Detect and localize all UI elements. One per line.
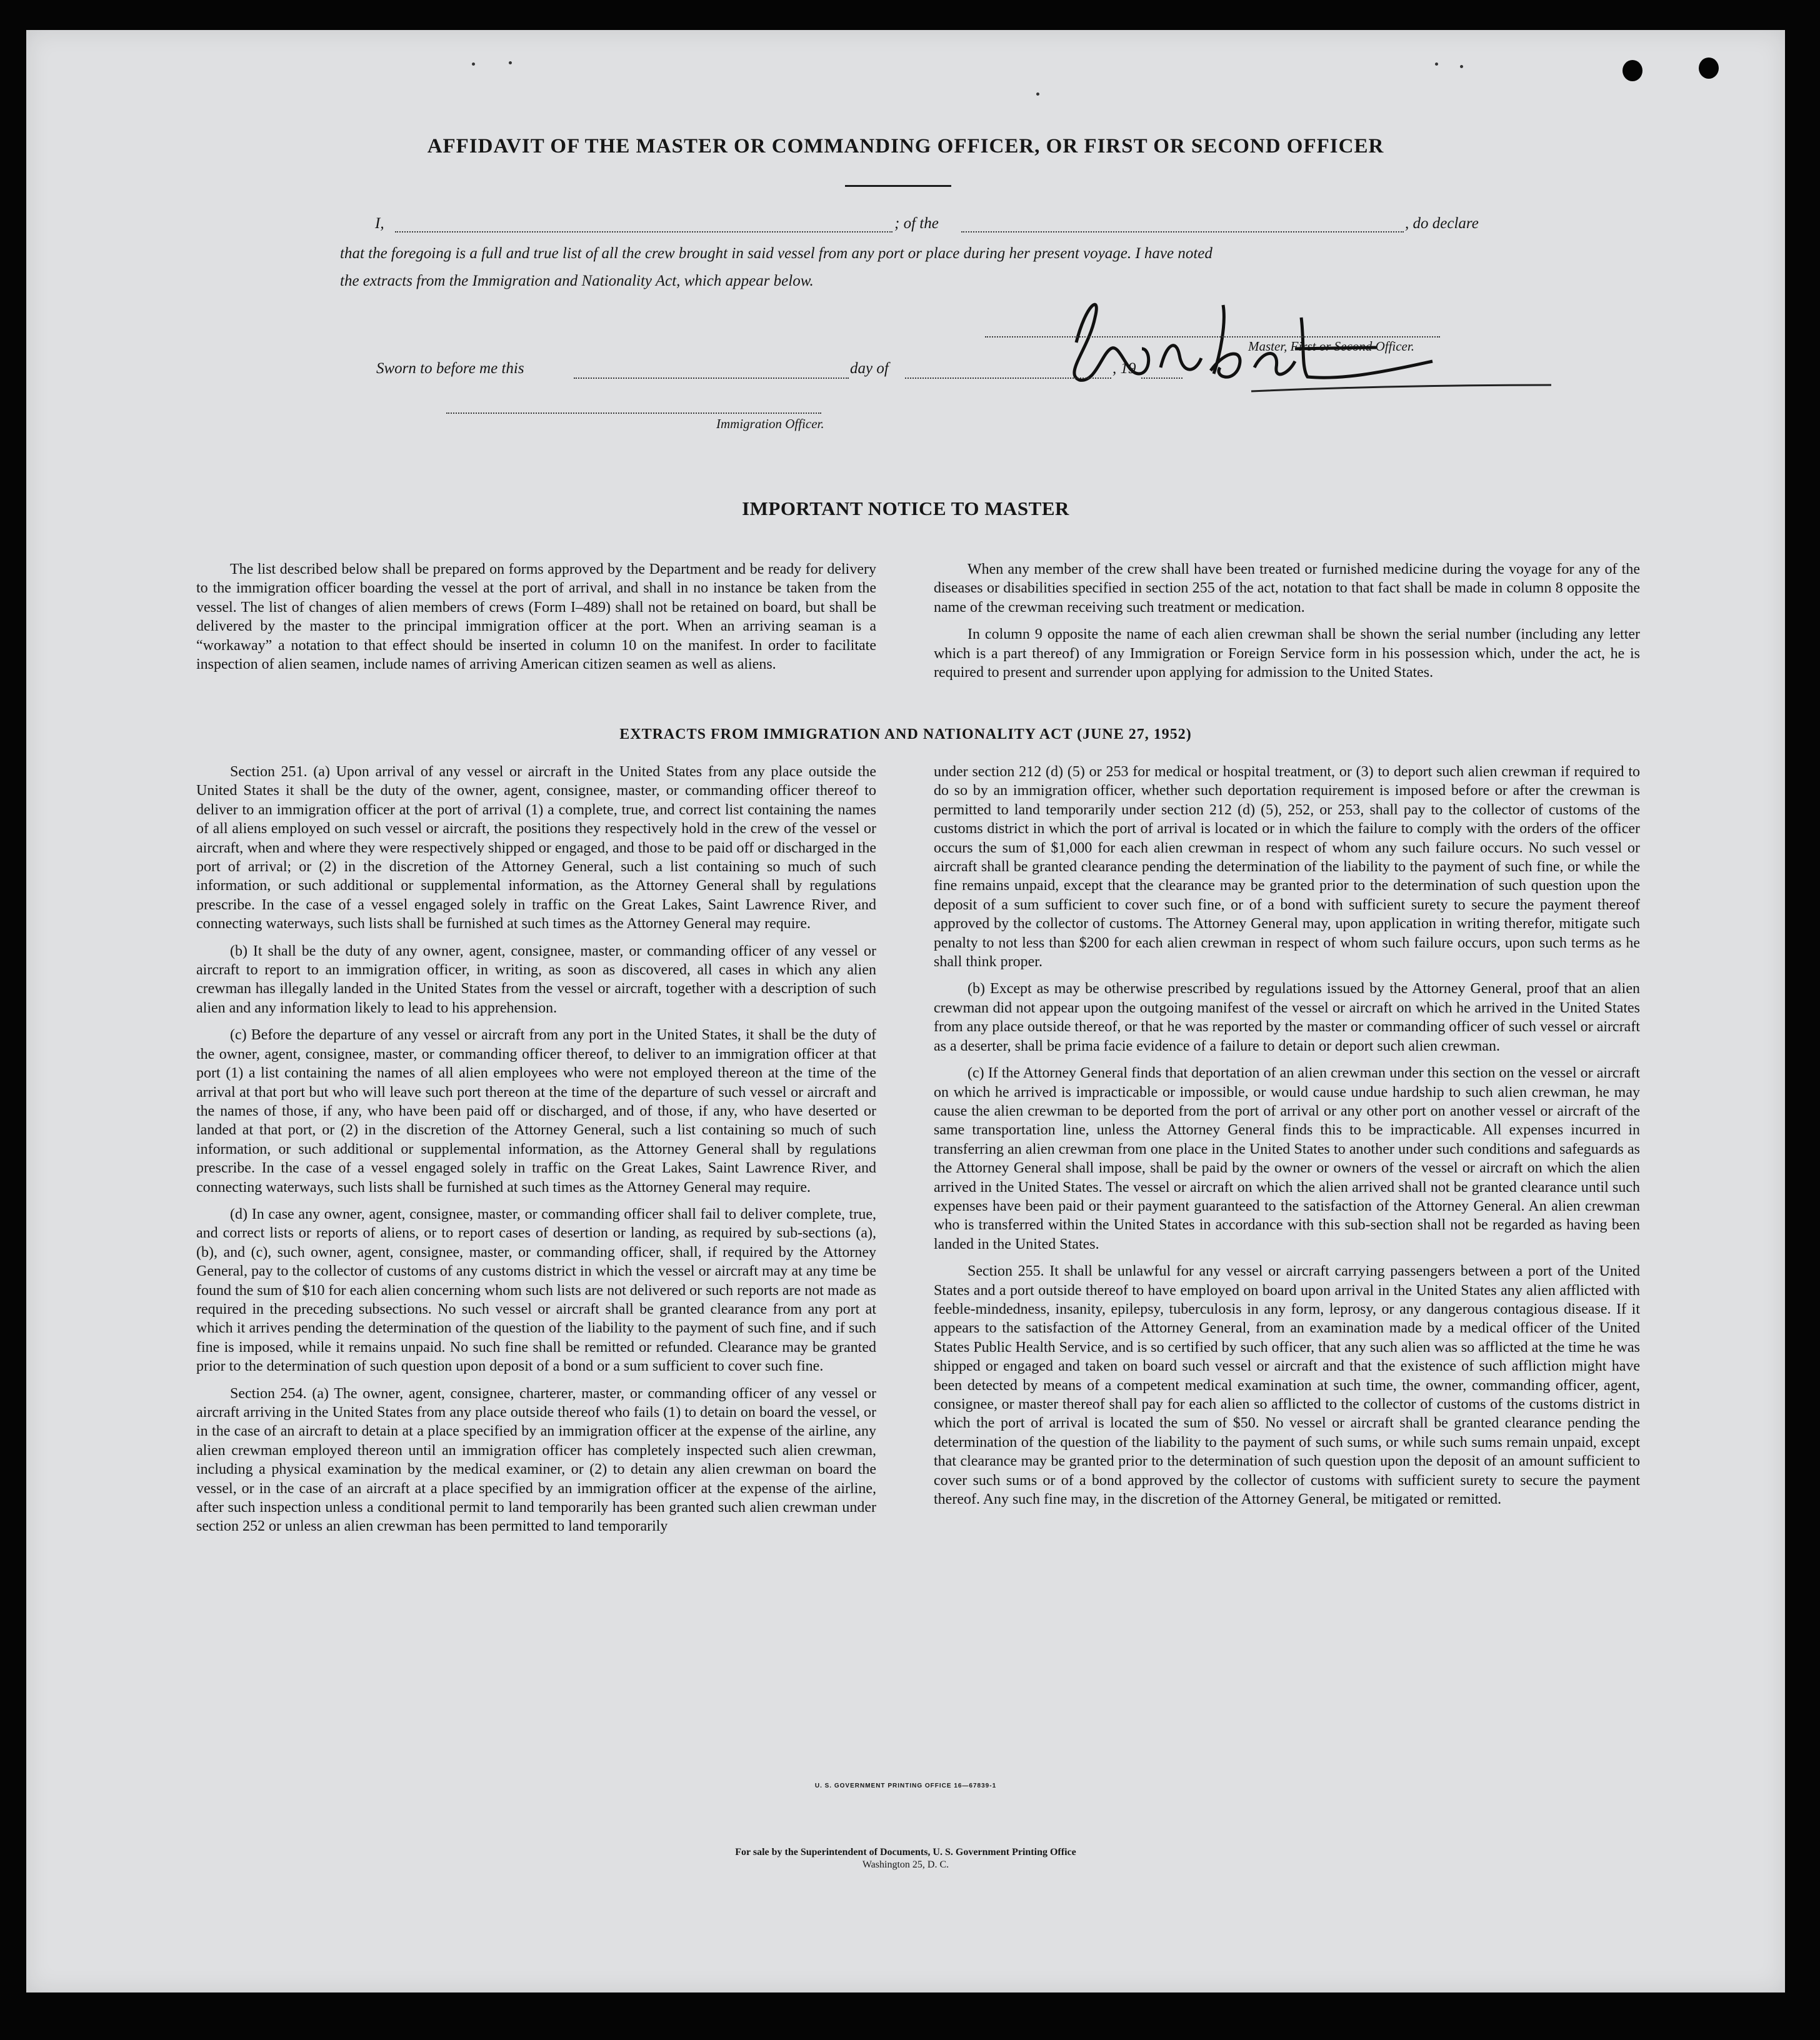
punch-hole-left <box>1622 60 1642 81</box>
affidavit-title: AFFIDAVIT OF THE MASTER OR COMMANDING OFFICER, OR FIRST OR SECOND OFFICER <box>427 135 1384 158</box>
section-251-b: (b) It shall be the duty of any owner, agent, consignee, master, or commanding officer of any vessel or aircraft to report to an immigration officer, in writing, as soon as discovered, all cases in which any alien crewman has illegally landed in the United States from the vessel or aircraft, together with a description of such alien and any information likely to lead to his apprehension. <box>196 942 876 1016</box>
notice-left-paragraph: The list described below shall be prepared on forms approved by the Department and be ready for delivery to the immigration officer boarding the vessel at the port of arrival, and shall in no instance be taken from the vessel. The list of changes of alien members of crews (Form I–489) shall not be retained on board, but shall be delivered by the master to the principal immigration officer at the port. When an arriving seaman is a “workaway” a notation to that effect should be inserted in column 10 on the manifest. In order to facilitate inspection of alien seamen, include names of arriving American citizen seamen as well as aliens. <box>196 561 876 673</box>
notice-right-column <box>934 560 1640 682</box>
notice-right-paragraph-2: In column 9 opposite the name of each alien crewman shall be shown the serial number (including any letter which is a part thereof) of any Immigration or Foreign Service form in his possession which, under the act, he is required to present and surrender upon applying for admission to the United States. <box>934 626 1640 681</box>
punch-hole-right <box>1699 58 1719 79</box>
year-blank <box>1141 378 1182 379</box>
speck <box>509 61 512 64</box>
sale-line-1: For sale by the Superintendent of Documents, U. S. Government Printing Office <box>735 1847 1076 1858</box>
signature-role-label: Master, First or Second Officer. <box>1248 339 1414 354</box>
affidavit-line-3: the extracts from the Immigration and Nationality Act, which appear below. <box>340 272 814 289</box>
day-of-label: day of <box>850 360 889 377</box>
extracts-right-column <box>934 762 1640 1509</box>
of-the-label: ; of the <box>894 215 939 232</box>
speck <box>472 62 475 66</box>
speck <box>1460 65 1463 68</box>
sale-notice <box>26 1846 1785 1871</box>
title-rule <box>845 185 951 187</box>
section-251-d: (d) In case any owner, agent, consignee, master, or commanding officer shall fail to deliver complete, true, and correct lists or reports of aliens, or to report cases of desertion or landing, as required by sub-sections (a), (b), and (c), such owner, agent, consignee, master, or commanding officer, shall, if required by the Attorney General, pay to the collector of customs of any customs district in which the vessel or aircraft may at any time be found the sum of $10 for each alien concerning whom such lists are not delivered or such reports are not made as required in the preceding subsections. No such vessel or aircraft shall be granted clearance from any port at which it arrives pending the determination of the question of the liability to the payment of such fine, and if such fine is imposed, while it remains unpaid. No such fine shall be remitted or refunded. Clearance may be granted prior to the determination of such question upon deposit of a bond or a sum sufficient to cover such fine. <box>196 1206 876 1375</box>
notice-right-paragraph-1: When any member of the crew shall have been treated or furnished medicine during the voyage for any of the diseases or disabilities specified in section 255 of the act, notation to that fact shall be made in column 8 opposite the name of the crewman receiving such treatment or medication. <box>934 561 1640 616</box>
do-declare-label: , do declare <box>1405 215 1479 232</box>
sworn-day-blank <box>574 378 849 379</box>
vessel-blank-line <box>961 231 1404 232</box>
signature-line <box>985 336 1440 338</box>
name-blank-line <box>395 231 892 232</box>
section-254-b: (b) Except as may be otherwise prescribed by regulations issued by the Attorney General, proof that an alien crewman did not appear upon the outgoing manifest of the vessel or aircraft on which he arrived in the United States from any place outside thereof, or that he was reported by the master or commanding officer of such vessel or aircraft as a deserter, shall be prima facie evidence of a failure to detain or deport such alien crewman. <box>934 981 1640 1054</box>
immigration-officer-label: Immigration Officer. <box>716 416 824 431</box>
i-label: I, <box>375 215 384 232</box>
speck <box>1435 62 1438 66</box>
year-label: , 19 <box>1112 360 1136 377</box>
section-251-c: (c) Before the departure of any vessel or aircraft from any port in the United States, it shall be the duty of the owner, agent, consignee, master, or commanding officer thereof, to deliver to an immigration officer at that port (1) a list containing the names of all alien employees who were not employed thereon at the time of the arrival at that port but who will leave such port thereon at the time of the departure of such vessel or aircraft and the names of those, if any, who have been paid off or discharged, and of those, if any, who have deserted or landed at that port, or (2) in the discretion of the Attorney General, such a list containing so much of such information, or such additional or supplemental information, as the Attorney General shall by regulations prescribe. In the case of a vessel engaged solely in traffic on the Great Lakes, Saint Lawrence River, and connecting waterways, such lists shall be furnished at such times as the Attorney General may require. <box>196 1027 876 1196</box>
extracts-title: EXTRACTS FROM IMMIGRATION AND NATIONALITY ACT (JUNE 27, 1952) <box>619 726 1192 742</box>
section-254-c: (c) If the Attorney General finds that deportation of an alien crewman under this section on the vessel or aircraft on which he arrived is impracticable or impossible, or would cause undue hardship to such alien crewman, he may cause the alien crewman to be deported from the port of arrival or any other port on another vessel or aircraft of the same transportation line, unless the Attorney General finds this to be impracticable. All expenses incurred in transferring an alien crewman from one place in the United States to another under such conditions and safeguards as the Attorney General shall impose, shall be paid by the owner or owners of the vessel or aircraft on which the alien arrived in the United States. The vessel or aircraft on which the alien arrived shall not be granted clearance until such expenses have been paid or their payment guaranteed to the satisfaction of the Attorney General. An alien crewman who is transferred within the United States in accordance with this sub-section shall not be regarded as having been landed in the United States. <box>934 1065 1640 1252</box>
notice-left-column <box>196 560 876 674</box>
sworn-label: Sworn to before me this <box>376 360 524 377</box>
sale-line-2: Washington 25, D. C. <box>862 1859 949 1870</box>
extracts-left-column <box>196 762 876 1536</box>
section-255: Section 255. It shall be unlawful for any vessel or aircraft carrying passengers between a port of the United States and a port outside thereof to have employed on board upon arrival in the United States any alien afflicted with feeble-mindedness, insanity, epilepsy, tuberculosis in any form, leprosy, or any dangerous contagious disease. If it appears to the satisfaction of the Attorney General, from an examination made by a medical officer of the United States Public Health Service, and is so certified by such officer, that any such alien was so afflicted at the time he was shipped or engaged and taken on board such vessel or aircraft and that the existence of such affliction might have been detected by means of a competent medical examination at such time, the owner, commanding officer, agent, consignee, or master thereof shall pay for each alien so afflicted to the collector of customs of the customs district in which the port of arrival is located the sum of $50. No vessel or aircraft shall be granted clearance pending the determination of the question of the liability to the payment of such sums, or while such sums remain unpaid, except that clearance may be granted prior to the determination of such question upon the deposit of an amount sufficient to cover such sums or of a bond approved by the collector of customs with sufficient surety to secure the payment thereof. Any such fine may, in the discretion of the Attorney General, be mitigated or remitted. <box>934 1263 1640 1508</box>
section-254-a: Section 254. (a) The owner, agent, consignee, charterer, master, or commanding officer of any vessel or aircraft arriving in the United States from any place outside thereof who fails (1) to detain on board the vessel, or in the case of an aircraft to detain at a place specified by an immigration officer at the expense of the airline, any alien crewman employed thereon until an immigration officer has completely inspected such alien crewman, including a physical examination by the medical examiner, or (2) to detain any alien crewman on board the vessel, or in the case of an aircraft at a place specified by an immigration officer at the expense of the airline, after such inspection unless a conditional permit to land temporarily has been granted such alien crewman under section 252 or unless an alien crewman has been permitted to land temporarily <box>196 1385 876 1535</box>
document-page <box>26 30 1785 1992</box>
speck <box>1036 92 1039 96</box>
affidavit-line-2: that the foregoing is a full and true list of all the crew brought in said vessel from any port or place during her present voyage. I have noted <box>340 245 1212 262</box>
immigration-officer-line <box>446 412 821 414</box>
section-251-a: Section 251. (a) Upon arrival of any vessel or aircraft in the United States from any place outside the United States it shall be the duty of the owner, agent, consignee, master, or commanding officer thereof to deliver to an immigration officer at the port of arrival (1) a complete, true, and correct list containing the names of all aliens employed on such vessel or aircraft, the positions they respectively hold in the crew of the vessel or aircraft, when and where they were respectively shipped or engaged, and those to be paid off or discharged in the port of arrival; or (2) in the discretion of the Attorney General, such a list containing so much of such information, or such additional or supplemental information, as the Attorney General shall by regulations prescribe. In the case of a vessel engaged solely in traffic on the Great Lakes, Saint Lawrence River, and connecting waterways, such lists shall be furnished at such times as the Attorney General may require. <box>196 764 876 932</box>
month-blank <box>905 378 1111 379</box>
printer-imprint: U. S. GOVERNMENT PRINTING OFFICE 16—67839-1 <box>814 1782 997 1789</box>
section-254-a-continued: under section 212 (d) (5) or 253 for medical or hospital treatment, or (3) to deport such alien crewman if required to do so by an immigration officer, whether such deportation requirement is imposed before or after the crewman is permitted to land temporarily under section 212 (d) (5), 252, or 253, shall pay to the collector of customs of the customs district in which the port of arrival is located or in which the failure to comply with the orders of the officer occurs the sum of $1,000 for each alien crewman in respect of whom any such failure occurs. No such vessel or aircraft shall be granted clearance pending the determination of the liability to the payment of such fine, or while the fine remains unpaid, except that the clearance may be granted prior to the determination of such question upon the deposit of a sum sufficient to cover such fine, or of a bond with sufficient surety to secure the payment thereof approved by the collector of customs. The Attorney General may, upon application in writing therefor, mitigate such penalty to not less than $200 for each alien crewman in respect of whom such failure occurs, upon such terms as he shall think proper. <box>934 764 1640 971</box>
notice-title: IMPORTANT NOTICE TO MASTER <box>742 498 1069 519</box>
